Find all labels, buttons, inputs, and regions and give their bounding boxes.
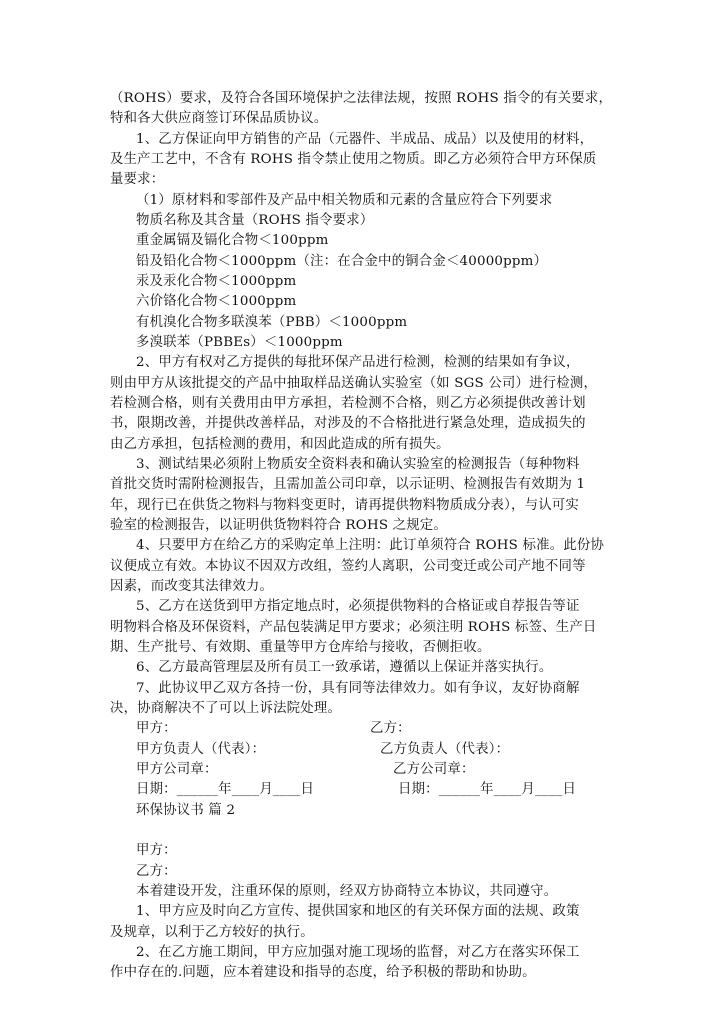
party-b-label: 乙方： — [370, 721, 411, 736]
text-line: 本着建设开发，注重环保的原则，经双方协商特立本协议，共同遵守。 — [136, 884, 558, 899]
text-line: 3、测试结果必须附上物质安全资料表和确认实验室的检测报告（每种物料 — [136, 457, 580, 472]
text-line: 由乙方承担，包括检测的费用，和因此造成的所有损失。 — [110, 437, 450, 452]
text-line: 4、只要甲方在给乙方的采购定单上注明：此订单须符合 ROHS 标准。此份协 — [136, 538, 605, 553]
text-line: 汞及汞化合物＜1000ppm — [136, 274, 297, 289]
text-line: 六价铬化合物＜1000ppm — [136, 294, 297, 309]
party-a-label: 甲方： — [136, 843, 177, 858]
text-line: 及规章，以利于乙方较好的执行。 — [110, 925, 314, 940]
section-title: 环保协议书 篇 2 — [136, 803, 236, 818]
text-line: 1、乙方保证向甲方销售的产品（元器件、半成品、成品）以及使用的材料， — [136, 132, 594, 147]
text-line: 1、甲方应及时向乙方宣传、提供国家和地区的有关环保方面的法规、政策 — [136, 904, 580, 919]
text-line: 重金属镉及镉化合物＜100ppm — [136, 233, 329, 248]
text-line: 年，现行已在供货之物料与物料变更时，请再提供物料物质成分表），与认可实 — [110, 498, 579, 513]
party-a-label: 甲方： — [136, 721, 177, 736]
text-line: 6、乙方最高管理层及所有员工一致承诺，遵循以上保证并落实执行。 — [136, 660, 553, 675]
party-a-seal: 甲方公司章： — [136, 762, 218, 777]
text-line: 铅及铅化合物＜1000ppm（注：在合金中的铜合金＜40000ppm） — [136, 254, 548, 269]
text-line: （1）原材料和零部件及产品中相关物质和元素的含量应符合下列要求 — [136, 193, 553, 208]
party-b-date: 日期：______年____月____日 — [398, 782, 577, 797]
text-line: 5、乙方在送货到甲方指定地点时，必须提供物料的合格证或自荐报告等证 — [136, 599, 580, 614]
text-line: 有机溴化合物多联溴苯（PBB）＜1000ppm — [136, 315, 408, 330]
text-line: 议便成立有效。本协议不因双方改组，签约人离职，公司变迁或公司产地不同等 — [110, 559, 586, 574]
text-line: 若检测合格，则有关费用由甲方承担，若检测不合格，则乙方必须提供改善计划 — [110, 396, 586, 411]
text-line: 验室的检测报告，以证明供货物料符合 ROHS 之规定。 — [110, 518, 448, 533]
text-line: 首批交货时需附检测报告，且需加盖公司印章，以示证明、检测报告有效期为 1 — [110, 477, 586, 492]
text-line: 作中存在的.问题，应本着建设和指导的态度，给予积极的帮助和协助。 — [110, 965, 536, 980]
text-line: 多溴联苯（PBBEs）＜1000ppm — [136, 335, 343, 350]
text-line: （ROHS）要求，及符合各国环境保护之法律法规，按照 ROHS 指令的有关要求， — [110, 91, 613, 106]
text-line: 及生产工艺中，不含有 ROHS 指令禁止使用之物质。即乙方必须符合甲方环保质 — [110, 152, 597, 167]
text-line: 2、甲方有权对乙方提供的每批环保产品进行检测，检测的结果如有争议， — [136, 355, 580, 370]
text-line: 决，协商解决不了可以上诉法院处理。 — [110, 701, 342, 716]
text-line: 7、此协议甲乙双方各持一份，具有同等法律效力。如有争议，友好协商解 — [136, 681, 580, 696]
text-line: 明物料合格及环保资料，产品包装满足甲方要求；必须注明 ROHS 标签、生产日 — [110, 620, 597, 635]
text-line: 书，限期改善，并提供改善样品，对涉及的不合格批进行紧急处理，造成损失的 — [110, 416, 586, 431]
text-line: 特和各大供应商签订环保品质协议。 — [110, 111, 328, 126]
party-b-seal: 乙方公司章： — [393, 762, 475, 777]
party-b-label: 乙方： — [136, 864, 177, 879]
text-line: 则由甲方从该批提交的产品中抽取样品送确认实验室（如 SGS 公司）进行检测， — [110, 376, 598, 391]
text-line: 期、生产批号、有效期、重量等甲方仓库给与接收，否侧拒收。 — [110, 640, 491, 655]
text-line: 物质名称及其含量（ROHS 指令要求） — [136, 213, 374, 228]
party-b-representative: 乙方负责人（代表）： — [380, 742, 510, 757]
text-line: 2、在乙方施工期间，甲方应加强对施工现场的监督，对乙方在落实环保工 — [136, 945, 580, 960]
text-line: 量要求： — [110, 172, 165, 187]
text-line: 因素，而改变其法律效力。 — [110, 579, 274, 594]
party-a-representative: 甲方负责人（代表）： — [136, 742, 266, 757]
party-a-date: 日期：______年____月____日 — [136, 782, 315, 797]
